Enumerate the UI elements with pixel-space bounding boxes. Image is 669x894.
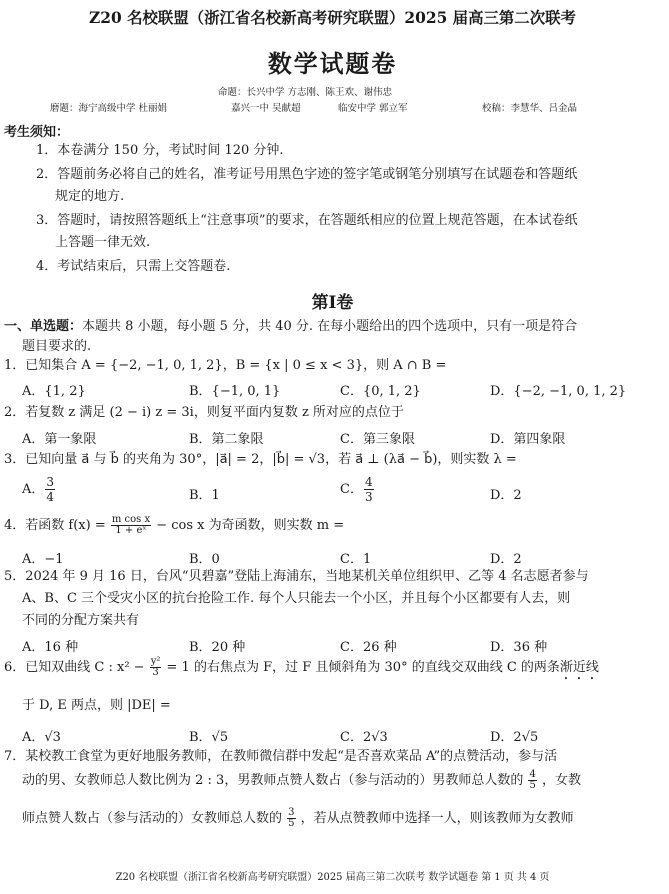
q4-stem-post: − cos x 为奇函数，则实数 m =	[156, 518, 345, 533]
question-7-line-3	[22, 808, 574, 830]
question-5-line-3: 不同的分配方案共有	[22, 613, 140, 628]
fraction-numerator: m cos x	[111, 514, 151, 525]
q6-option-d: D．2√5	[490, 730, 539, 745]
proofreaders: 校稿：李慧华、吕金晶	[482, 103, 578, 114]
question-1-stem: 1．已知集合 A = {−2, −1, 0, 1, 2}，B = {x | 0 ≤ x < 3}，则 A ∩ B =	[4, 358, 447, 373]
question-5-line-1: 5．2024 年 9 月 16 日，台风“贝碧嘉”登陆上海浦东，当地某机关单位组织甲、乙等 4 名志愿者参与	[4, 569, 589, 584]
q1-option-a: A．{1, 2}	[22, 384, 86, 399]
section-intro-cont: 题目要求的.	[22, 339, 92, 354]
q7-line-3-post: ，若从点赞教师中选择一人，则该教师为女教师	[300, 811, 574, 826]
q3-option-b: B．1	[189, 488, 220, 503]
q6-option-c: C．2√3	[340, 730, 388, 745]
q4-option-a: A．−1	[22, 552, 64, 567]
q4-option-b: B．0	[189, 552, 220, 567]
q4-option-d: D．2	[490, 552, 522, 567]
q2-option-c: C．第三象限	[340, 432, 415, 447]
question-3-stem: 3．已知向量 a⃗ 与 b⃗ 的夹角为 30°，|a⃗| = 2，|b⃗| = √3，若 a⃗ ⊥ (λa⃗ − b⃗)，则实数 λ =	[4, 452, 517, 467]
fraction-numerator: 4	[364, 475, 373, 489]
q3-option-a-fraction	[45, 475, 55, 504]
question-6-stem	[4, 657, 599, 683]
section-heading: 一、单选题：	[4, 319, 83, 334]
q4-stem-pre: 4．若函数 f(x) =	[4, 518, 106, 533]
q4-option-c: C．1	[340, 552, 372, 567]
q3-option-c	[340, 475, 375, 504]
q3-option-a	[22, 475, 56, 504]
q5-option-b: B．20 种	[189, 640, 246, 655]
notice-item-1: 1．本卷满分 150 分，考试时间 120 分钟.	[36, 143, 284, 158]
question-7-line-1: 7．某校教工食堂为更好地服务教师，在教师微信群中发起“是否喜欢菜品 A”的点赞活动，参与活	[4, 749, 558, 764]
q6-stem-post: = 1 的右焦点为 F，过 F 且倾斜角为 30° 的直线交双曲线 C 的两条	[166, 660, 560, 675]
q2-option-b: B．第二象限	[189, 432, 264, 447]
q7-line-2-post: ，女教	[541, 773, 581, 788]
fraction-denominator: 5	[288, 818, 295, 829]
page-footer: Z20 名校联盟（浙江省名校新高考研究联盟）2025 届高三第二次联考 数学试题卷 第 1 页 共 4 页	[115, 872, 550, 883]
q6-option-b: B．√5	[189, 730, 229, 745]
fraction-numerator: 3	[288, 807, 295, 818]
q5-option-d: D．36 种	[490, 640, 548, 655]
fraction-denominator: 3	[152, 667, 159, 678]
q7-fraction-1	[528, 770, 536, 791]
fraction-denominator: 4	[46, 490, 55, 504]
fraction-numerator: y²	[150, 656, 161, 667]
q6-option-a: A．√3	[22, 730, 61, 745]
notice-item-3: 3．答题时，请按照答题纸上“注意事项”的要求，在答题纸相应的位置上规范答题，在本试卷纸	[36, 213, 578, 228]
q3-option-a-label: A．	[22, 482, 45, 497]
q6-stem-pre: 6．已知双曲线 C : x² −	[4, 660, 145, 675]
notice-item-2: 2．答题前务必将自己的姓名，准考证号用黑色字迹的签字笔或钢笔分别填写在试题卷和答题纸	[36, 167, 578, 182]
q1-option-b: B．{−1, 0, 1}	[189, 384, 281, 399]
q5-option-a: A．16 种	[22, 640, 79, 655]
q3-option-c-fraction	[364, 475, 374, 504]
reviewer-2: 嘉兴一中 吴献超	[231, 103, 301, 114]
notice-item-4: 4．考试结束后，只需上交答题卷.	[36, 259, 231, 274]
notice-item-3-cont: 上答题一律无效.	[55, 235, 151, 250]
fraction-numerator: 3	[46, 475, 55, 489]
q2-option-a: A．第一象限	[22, 432, 97, 447]
section-intro-text: 本题共 8 小题，每小题 5 分，共 40 分. 在每小题给出的四个选项中，只有一项是符合	[82, 319, 578, 334]
q1-option-c: C．{0, 1, 2}	[340, 384, 421, 399]
q3-option-c-label: C．	[340, 482, 363, 497]
q7-line-2-pre: 动的男、女教师总人数比例为 2 : 3，男教师点赞人数占（参与活动的）男教师总人数的	[22, 773, 524, 788]
notice-heading: 考生须知：	[4, 125, 70, 140]
question-6-line-2: 于 D, E 两点，则 |DE| =	[22, 698, 171, 713]
question-4-stem	[4, 515, 344, 537]
fraction-denominator: 5	[529, 780, 536, 791]
authors-line: 命题：长兴中学 方志刚、陈王欢、谢伟忠	[218, 87, 393, 98]
q7-fraction-2	[287, 808, 295, 829]
q2-option-d: D．第四象限	[490, 432, 566, 447]
question-5-line-2: A、B、C 三个受灾小区的抗台抢险工作. 每个人只能去一个小区，并且每个小区都要有人去，则	[22, 591, 571, 606]
paper-subtitle: 数学试题卷	[267, 49, 398, 78]
exam-title: Z20 名校联盟（浙江省名校新高考研究联盟）2025 届高三第二次联考	[89, 8, 576, 27]
question-2-stem: 2．若复数 z 满足 (2 − i) z = 3i，则复平面内复数 z 所对应的点位于	[4, 405, 404, 420]
section-intro	[4, 316, 577, 338]
q3-option-d: D．2	[490, 488, 522, 503]
reviewer-3: 临安中学 郭立军	[338, 103, 408, 114]
fraction-denominator: 1 + eˣ	[115, 525, 147, 536]
q4-fraction	[111, 515, 151, 536]
part-title: 第Ⅰ卷	[311, 293, 354, 313]
q6-emphasis-asymptote: 渐近线	[559, 660, 599, 675]
fraction-denominator: 3	[364, 490, 373, 504]
q6-fraction	[150, 657, 162, 678]
fraction-numerator: 4	[529, 769, 536, 780]
reviewer-1: 磨题：海宁高级中学 杜丽娟	[50, 103, 168, 114]
question-7-line-2	[22, 770, 581, 792]
q5-option-c: C．26 种	[340, 640, 397, 655]
q1-option-d: D．{−2, −1, 0, 1, 2}	[490, 384, 627, 399]
notice-item-2-cont: 规定的地方.	[55, 189, 125, 204]
q7-line-3-pre: 师点赞人数占（参与活动的）女教师总人数的	[22, 811, 283, 826]
